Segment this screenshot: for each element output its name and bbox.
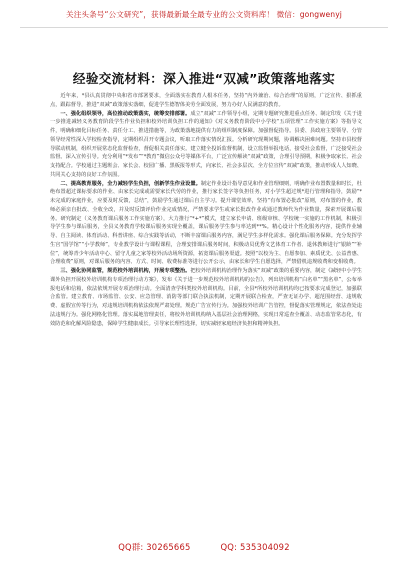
section-heading: 二、提高教育服务，全力减轻学生负担，创新学生作业设置。 <box>60 180 201 187</box>
paragraph-section-1 <box>50 110 362 180</box>
banner-text: 关注头条号“公文研究”，获得最新最全最专业的公文资料库！ 微信：gongwenyj <box>66 9 342 19</box>
paragraph-text: 制定作业设计指导意见和作业管理细则，明确作业布置数量和时长，杜绝布置超过课标要求的作业、由家长完成或需要家长代劳的作业，推行家长签字等负担任务，对小学生超过规*进行管理和指导，鼓励“*未完成的家庭作业，应要及时反馈，总结”，鼓励学生通过课后自主学习。提升课堂效率，坚持“有布置必批改”原则，对布置的作业，教师必须亲自批改、全收全改，并及时反馈评价作业完成情况，严禁要求学生或家长批改作业或通过教师代为作业数量，探索开展课后服务。研究制定（义务教育课后服务工作实施方案），大力推行“*+*”模式，建立家长申请、班级审核、学校统一实施的工作机制，积极引导学生参与课后服务，全县义务教育学校课后服务实现全覆盖，课后服务学生参与率达到**%。精心设计个性化服务内容，提供作业辅导、自主阅读、体育活动、科普讲座、综合实践等活动，不断丰富课后服务内容，满足学生多样化需求。强化课后服务保障。充分发挥学生宫“国学馆”“小学教师”，专业教学设计与课程课程，合理安排课后服务时间，积极动员优秀文艺体育工作者、退休教师进行“银龄”“补位”，统筹青少年活动中心、留守儿童之家等校外活动场所资源，拓宽课后服务渠道。按照“以校为主、自愿参加、素质优先、公益普惠、合理收费”原则，对课后服务的内容、方式、时间、收费标准等进行公开公示，由家长和学生自愿选择，严禁借机违规收费和变相收费。 <box>50 180 362 266</box>
document-body <box>50 92 362 328</box>
paragraph-section-2 <box>50 180 362 268</box>
section-heading: 三、强化协同监管，规范校外培训机构，开展专项整治。 <box>60 268 191 274</box>
paragraph-text: 把校外培训机构治理作为落实“双减”政策的重要内容，制定《减轻中小学生课外负担开展校外培训机构专项治理行动方案》，发布《关于进一步规范校外培训机构的公告》，列出培训机构“白名单”“黑名单”，公布举报电话和信箱，依法依规开展专项治理行动。全面清查学科类校外培训机构。目前，全县*所校外培训机构均已按要求完成登记，加强联合监管。建立教育、市场监管、公安、应急管理、消防等部门联合执法机制，定期开展联合检查，严查无证办学、超范围经营、违规收费、虚假宣传等行为，对违规培训机构依法依规严肃处理。规范广告宣传行为。加强校外培训广告管控，督促落实管理规定，依法查处违法违规行为。强化网格化管理。落实属地管理责任，将校外培训机构纳入基层社会治理网格，实现日常巡查全覆盖、动态监管常态化，有效防范和化解风险隐患，保障学生健康成长。引导家长理性选择，切实减轻家庭经济负担和精神负担。 <box>50 268 362 327</box>
qq-number-text: QQ: 535304092 <box>220 542 290 552</box>
paragraph-section-3 <box>50 267 362 328</box>
banner-divider <box>20 27 388 28</box>
paragraph-intro <box>50 92 362 110</box>
qq-group-text: QQ群: 30265665 <box>118 542 191 552</box>
paragraph-text: 近年来，*县认真贯彻中央和省市部署要求，全面落实在教育人根本任务，坚持“内外兼治、综合治理”的原则，广泛宣传、狠抓重点，跟踪督导，推进“双减”政策落实落细，促进学生德智体美劳全面发展，努力办好人民满意的教育。 <box>50 93 362 108</box>
footer-contact <box>0 541 408 553</box>
paragraph-text: 成立“双减”工作领导小组，定期专题研究推进重点任务、制定印发《关于进一步推进减轻义务教育阶段学生作业负担和校外培训负担工作的通知》《对义务教育阶段中小学校“五项管理”工作实施方案》等指导文件，明确和细化目标任务、责任分工、推进措施等，为政策落地提供有力的组织制度保障。加强督促指导。县委、县政府主要领导、分管领导经常性深入学校检查指导，定期组织召开专题会议，听取工作落实情况汇报。分析研究现期问题，协调解决困难问题。坚持市县校督导联动机制，组织开展常态化监督检查，督促相关责任落实。建立健全投诉监督机制，设立监督举报电话，接受社会监督，广泛接受社会监督。深入宣传引导。充分利用“*发布”“*教育”微信公众号等媒体平台，广泛宣传解读“双减”政策，合理引导预期，积极争取家长、社会支持配合。学校通过主题班会、家长会、校园广播、黑板报等形式，向家长、社会多层次、全方位宣传“双减”政策，推动形成人人知晓、共同关心支持的良好工作氛围。 <box>50 110 362 178</box>
section-heading: 一、强化组织领导，高位推动政策落实，统筹安排部署。 <box>60 110 191 117</box>
top-banner <box>0 0 408 28</box>
document-title: 经验交流材料：深入推进“双减”政策落地落实 <box>72 71 336 86</box>
